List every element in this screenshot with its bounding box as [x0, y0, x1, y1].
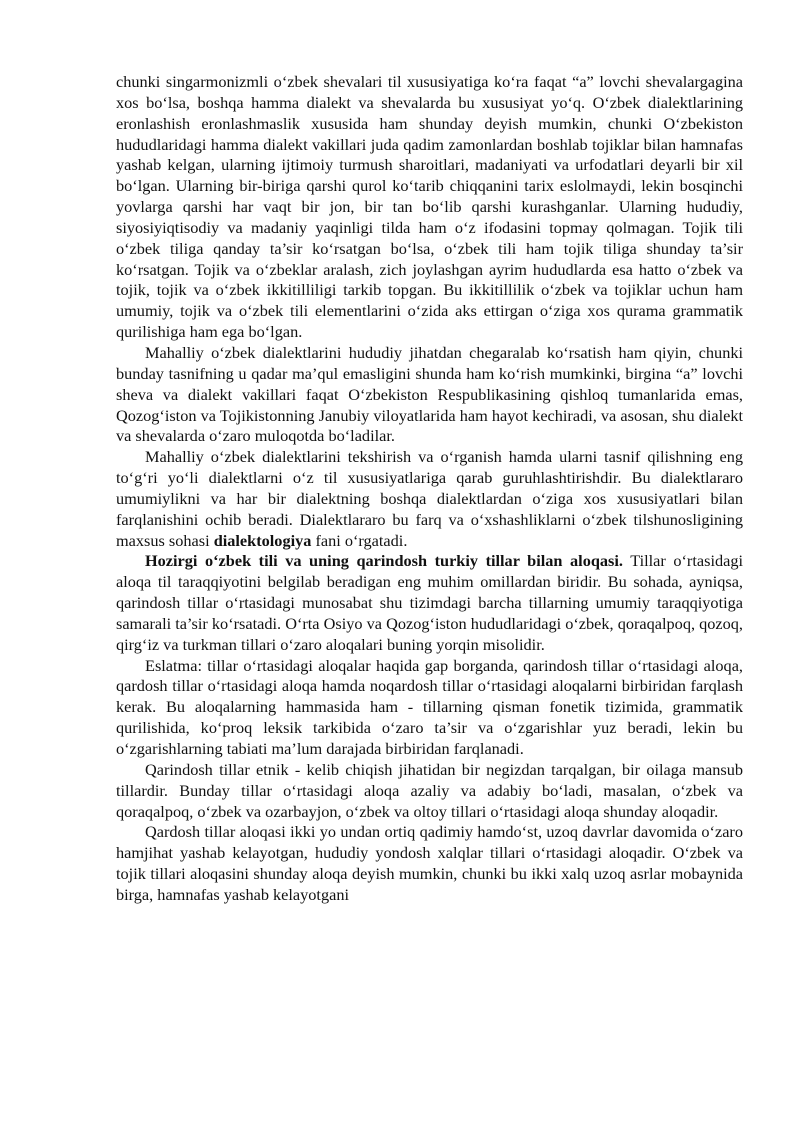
paragraph-1: chunki singarmonizmli o‘zbek shevalari til xususiyatiga ko‘ra faqat “a” lovchi shevalargagina xos bo‘lsa, boshqa hamma dialekt va shevalarda bu xususiyat yo‘q. O‘zbek dialektlarining eronlashish eronlashmaslik xususida ham shunday deyish mumkin, chunki O‘zbekiston hududlaridagi hamma dialekt vakillari juda qadim zamonlardan boshlab tojiklar bilan hamnafas yashab kelgan, ularning ijtimoiy turmush sharoitlari, madaniyati va urfodatlari deyarli bir xil bo‘lgan. Ularning bir-biriga qarshi qurol ko‘tarib chiqqanini tarix eslolmaydi, lekin bosqinchi yovlarga qarshi har vaqt bir jon, bir tan bo‘lib qarshi kurashganlar. Ularning hududiy, siyosiyiqtisodiy va madaniy yaqinligi tilda ham o‘z ifodasini topmay qolmagan. Tojik tili o‘zbek tiliga qanday ta’sir ko‘rsatgan bo‘lsa, o‘zbek tili ham tojik tiliga shunday ta’sir ko‘rsatgan. Tojik va o‘zbeklar aralash, zich joylashgan ayrim hududlarda esa hatto o‘zbek va tojik, tojik va o‘zbek ikkitilliligi tarkib topgan. Bu ikkitillilik o‘zbek va tojiklar uchun ham umumiy, tojik va o‘zbek tili elementlarini o‘zida aks ettirgan o‘ziga xos qurama grammatik qurilishiga ham ega bo‘lgan. — [116, 72, 743, 342]
paragraph-3-text: Mahalliy o‘zbek dialektlarini tekshirish va o‘rganish hamda ularni tasnif qilishning eng to‘g‘ri yo‘li dialektlarni o‘z til xususiyatlariga qarab guruhlashtirishdir. Bu dialektlararo umumiylikni va har bir dialektning boshqa dialektlardan o‘ziga xos xususiyatlari bilan farqlanishini ochib beradi. Dialektlararo bu farq va o‘xshashliklarni o‘zbek tilshunosligining maxsus sohasi — [116, 447, 743, 550]
paragraph-3 — [116, 447, 743, 551]
paragraph-4 — [116, 551, 743, 655]
term-dialektologiya: dialektologiya — [213, 530, 312, 550]
paragraph-7: Qardosh tillar aloqasi ikki yo undan ortiq qadimiy hamdo‘st, uzoq davrlar davomida o‘zaro hamjihat yashab kelayotgan, hududiy yondosh xalqlar tillari o‘rtasidagi aloqadir. O‘zbek va tojik tillari aloqasini shunday aloqa deyish mumkin, chunki bu ikki xalq uzoq asrlar mobaynida birga, hamnafas yashab kelayotgani — [116, 822, 743, 904]
document-page — [116, 72, 743, 906]
paragraph-3-text-end: fani o‘rgatadi. — [311, 530, 408, 550]
paragraph-5: Eslatma: tillar o‘rtasidagi aloqalar haqida gap borganda, qarindosh tillar o‘rtasidagi aloqa, qardosh tillar o‘rtasidagi aloqa hamda noqardosh tillar o‘rtasidagi aloqalarni birbiridan farqlash kerak. Bu aloqalarning hammasida ham - tillarning qisman fonetik tizimida, grammatik qurilishida, ko‘proq leksik tarkibida o‘zaro ta’sir va o‘zgarishlar yuz beradi, lekin bu o‘zgarishlarning tabiati ma’lum darajada birbiridan farqlanadi. — [116, 655, 743, 758]
paragraph-4-text: Tillar o‘rtasidagi aloqa til taraqqiyotini belgilab beradigan eng muhim omillardan biridir. Bu sohada, ayniqsa, qarindosh tillar o‘rtasidagi munosabat shu tizimdagi barcha tillarning umumiy taraqqiyotiga samarali ta’sir ko‘rsatadi. O‘rta Osiyo va Qozog‘iston hududlaridagi o‘zbek, qoraqalpoq, qozoq, qirg‘iz va turkman tillari o‘zaro aloqalari buning yorqin misolidir. — [116, 551, 743, 654]
paragraph-6: Qarindosh tillar etnik - kelib chiqish jihatidan bir negizdan tarqalgan, bir oilaga mansub tillardir. Bunday tillar o‘rtasidagi aloqa azaliy va adabiy bo‘ladi, masalan, o‘zbek va qoraqalpoq, o‘zbek va ozarbayjon, o‘zbek va oltoy tillari o‘rtasidagi aloqa shunday aloqadir. — [116, 759, 743, 821]
paragraph-2: Mahalliy o‘zbek dialektlarini hududiy jihatdan chegaralab ko‘rsatish ham qiyin, chunki bunday tasnifning u qadar ma’qul emasligini shunda ham ko‘rish mumkinki, birgina “a” lovchi sheva va dialekt vakillari faqat O‘zbekiston Respublikasining qishloq tumanlarida emas, Qozog‘iston va Tojikistonning Janubiy viloyatlarida ham hayot kechiradi, va asosan, shu dialekt va shevalarda o‘zaro muloqotda bo‘ladilar. — [116, 342, 743, 446]
section-heading: Hozirgi o‘zbek tili va uning qarindosh turkiy tillar bilan aloqasi. — [145, 551, 623, 571]
